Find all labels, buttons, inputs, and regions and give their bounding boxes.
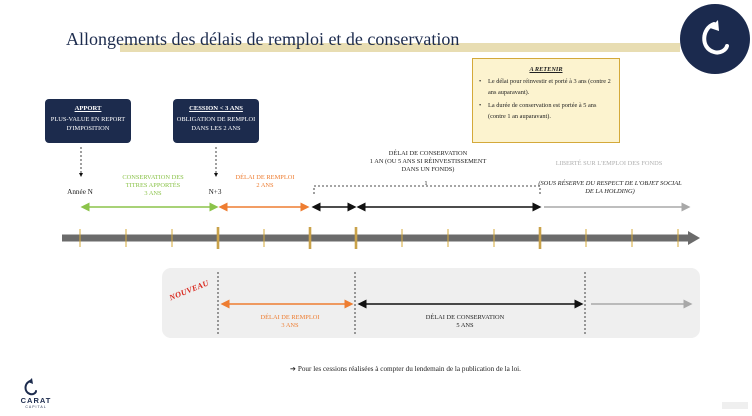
text-line: DANS UN FONDS) [401,166,455,173]
carat-brand [16,376,56,409]
label-liberte-heading: LIBERTÉ SUR L'EMPLOI DES FONDS [555,160,663,167]
text-line: 3 ANS [144,190,162,197]
a-retenir-item-1: • Le délai pour réinvestir et porté à 3 ans (contre 2 ans auparavant). [479,76,613,98]
text-line: 3 ANS [281,322,299,329]
text-line: TITRES APPORTÉS [125,182,181,189]
apport-line2: D'IMPOSITION [66,125,110,132]
cession-line2: DANS LES 2 ANS [191,125,241,132]
text-line: 1 AN (OU 5 ANS SI RÉINVESTISSEMENT [369,158,487,165]
a-retenir-item-2: • La durée de conservation est portée à 5 ans (contre 1 an auparavant). [479,100,613,122]
label-nouveau-conservation [410,314,520,330]
text-line: (SOUS RÉSERVE DU RESPECT DE L'OBJET SOCIAL [538,180,682,187]
text-line: DÉLAI DE REMPLOI [260,314,320,321]
label-n3: N+3 [208,188,222,196]
a-retenir-heading: A RETENIR [529,66,563,73]
label-nouveau-remploi [240,314,340,330]
label-annee-n: Année N [67,188,93,196]
cession-heading: CESSION < 3 ANS [189,105,243,112]
text-line: 2 ANS [256,182,274,189]
label-conservation-titres [108,174,198,198]
text-line: 5 ANS [456,322,474,329]
brand-name: CARAT [20,396,52,405]
text-line: DÉLAI DE REMPLOI [235,174,295,181]
text-line: DE LA HOLDING) [585,188,635,195]
label-liberte-note [532,180,688,196]
conservation-bracket-marker: 1 [424,180,428,187]
label-delai-remploi [223,174,307,190]
footnote: ➔ Pour les cessions réalisées à compter du lendemain de la publication de la loi. [290,365,521,373]
page-title: Allongements des délais de remploi et de conservation [66,29,460,49]
text-line: DÉLAI DE CONSERVATION [388,150,468,157]
text-line: CONSERVATION DES [122,174,184,181]
apport-line1: PLUS-VALUE EN REPORT [50,116,126,123]
text-line: DÉLAI DE CONSERVATION [425,314,505,321]
cession-line1: OBLIGATION DE REMPLOI [176,116,256,123]
brand-sub: CAPITAL [25,405,47,409]
timeline-arrowhead [688,231,700,245]
apport-heading: APPORT [74,105,102,112]
label-delai-conservation [350,150,506,174]
nouveau-badge: NOUVEAU [168,278,211,303]
page-number-placeholder [722,402,748,409]
